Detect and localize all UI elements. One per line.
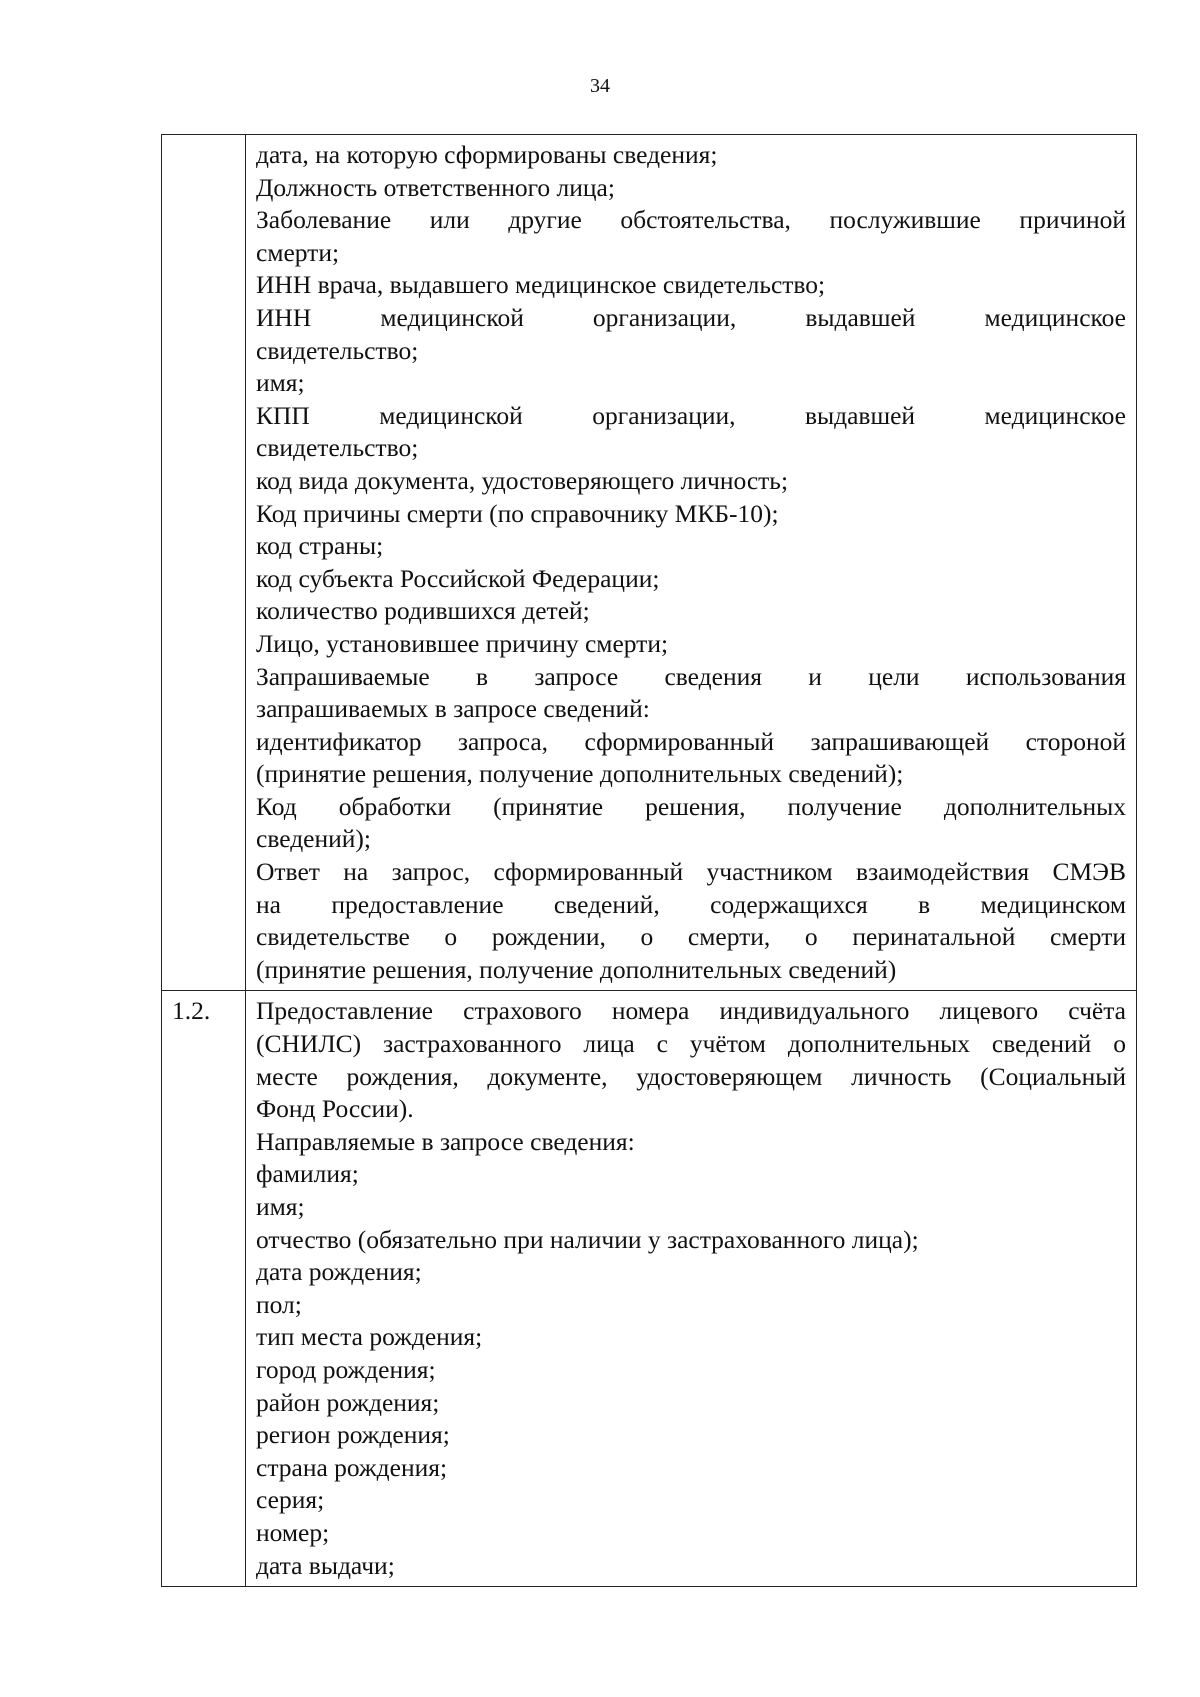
row-description: [246, 135, 1137, 991]
text-line: город рождения;: [256, 1354, 436, 1384]
text-line: ИНН врача, выдавшего медицинское свидетельство;: [256, 270, 826, 300]
page-number: 34: [590, 75, 610, 97]
text-line: регион рождения;: [256, 1420, 450, 1450]
text-line: район рождения;: [256, 1387, 440, 1417]
text-line: отчество (обязательно при наличии у застрахованного лица);: [256, 1224, 919, 1254]
text-line: Должность ответственного лица;: [256, 172, 615, 202]
text-line: КПП медицинской организации, выдавшей медицинское: [256, 400, 1126, 430]
text-line: имя;: [256, 1192, 305, 1221]
table-row: [162, 135, 1137, 991]
text-line: фамилия;: [256, 1159, 359, 1189]
text-line: свидетельство;: [256, 335, 419, 365]
text-line: имя;: [256, 368, 305, 398]
text-line: (принятие решения, получение дополнительных сведений);: [256, 759, 904, 789]
text-line: Лицо, установившее причину смерти;: [256, 628, 669, 658]
text-line: Ответ на запрос, сформированный участником взаимодействия СМЭВ: [256, 857, 1126, 887]
text-line: дата выдачи;: [256, 1550, 395, 1580]
text-line: Фонд России).: [256, 1094, 414, 1124]
text-line: Заболевание или другие обстоятельства, послужившие причиной: [256, 205, 1126, 235]
text-line: Запрашиваемые в запросе сведения и цели использования: [256, 661, 1126, 691]
row-number: [162, 135, 246, 991]
text-line: дата рождения;: [256, 1257, 422, 1287]
text-line: Код обработки (принятие решения, получение дополнительных: [256, 791, 1126, 821]
row-description: [246, 991, 1137, 1587]
text-line: количество родившихся детей;: [256, 596, 590, 626]
text-line: код страны;: [256, 531, 384, 561]
text-line: Предоставление страхового номера индивидуального лицевого счёта: [256, 996, 1126, 1026]
row-number: 1.2.: [162, 991, 246, 1587]
text-line: пол;: [256, 1289, 302, 1319]
text-line: сведений);: [256, 824, 371, 854]
text-line: Код причины смерти (по справочнику МКБ-10);: [256, 498, 779, 528]
text-line: на предоставление сведений, содержащихся в медицинском: [256, 889, 1126, 919]
requirements-table: [161, 134, 1137, 1587]
text-line: месте рождения, документе, удостоверяющем личность (Социальный: [256, 1061, 1126, 1091]
text-line: ИНН медицинской организации, выдавшей медицинское: [256, 302, 1126, 332]
text-line: запрашиваемых в запросе сведений:: [256, 694, 650, 724]
text-line: смерти;: [256, 237, 340, 267]
text-line: серия;: [256, 1485, 325, 1515]
text-line: тип места рождения;: [256, 1322, 483, 1352]
text-line: Направляемые в запросе сведения:: [256, 1126, 635, 1156]
text-line: код вида документа, удостоверяющего личность;: [256, 465, 789, 495]
text-line: страна рождения;: [256, 1452, 448, 1482]
text-line: (СНИЛС) застрахованного лица с учётом дополнительных сведений о: [256, 1029, 1126, 1059]
table-row: [162, 991, 1137, 1587]
text-line: дата, на которую сформированы сведения;: [256, 140, 718, 169]
text-line: код субъекта Российской Федерации;: [256, 563, 660, 593]
text-line: свидетельстве о рождении, о смерти, о перинатальной смерти: [256, 922, 1126, 952]
text-line: свидетельство;: [256, 433, 419, 463]
text-line: номер;: [256, 1517, 330, 1547]
text-line: (принятие решения, получение дополнительных сведений): [256, 954, 897, 984]
text-line: идентификатор запроса, сформированный запрашивающей стороной: [256, 726, 1126, 756]
